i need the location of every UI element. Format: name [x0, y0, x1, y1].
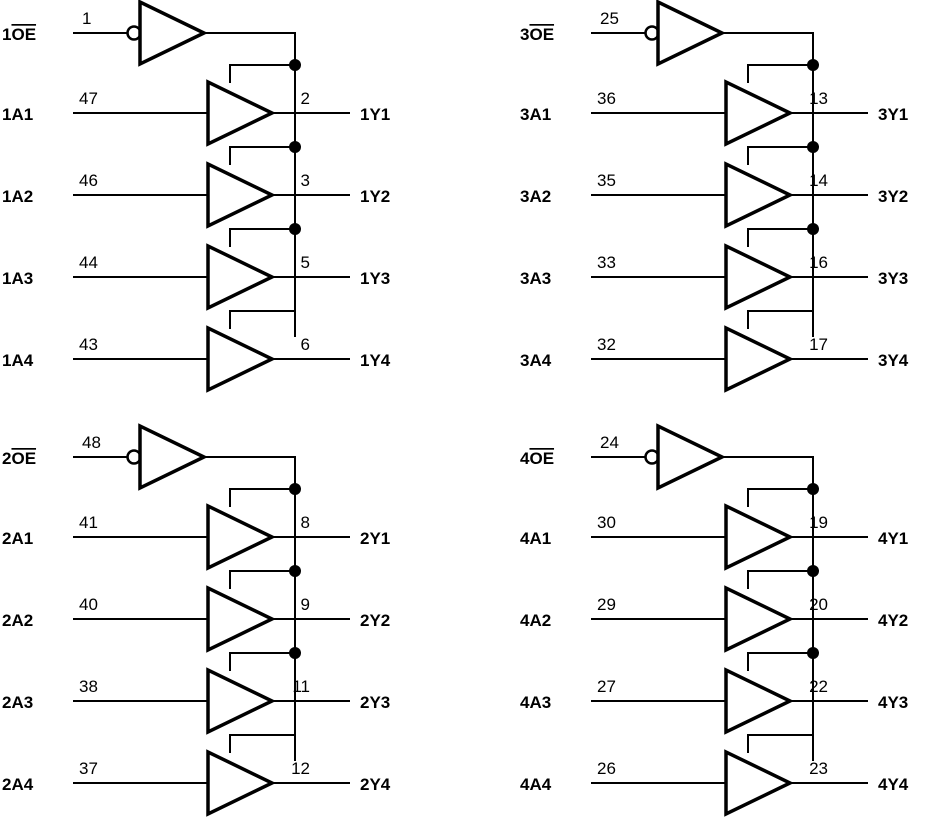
junction-dot	[289, 141, 301, 153]
buffer-gate	[726, 328, 790, 390]
pin-number: 36	[597, 89, 616, 108]
pin-number: 1	[82, 9, 92, 28]
input-label: 4A3	[520, 693, 552, 712]
pin-number: 17	[809, 335, 828, 354]
output-label: 1Y2	[360, 187, 391, 206]
pin-number: 35	[597, 171, 616, 190]
buffer-gate	[726, 506, 790, 568]
input-label: 2A4	[2, 775, 34, 794]
output-label: 3Y2	[878, 187, 909, 206]
input-label: 3A4	[520, 351, 552, 370]
buffer-group	[2, 2, 391, 390]
input-label: 1A2	[2, 187, 34, 206]
pin-number: 14	[809, 171, 828, 190]
input-label: 1A3	[2, 269, 34, 288]
output-label: 2Y2	[360, 611, 391, 630]
output-label: 2Y3	[360, 693, 391, 712]
pin-number: 30	[597, 513, 616, 532]
pin-number: 43	[79, 335, 98, 354]
pin-number: 16	[809, 253, 828, 272]
pin-number: 44	[79, 253, 98, 272]
buffer-gate	[208, 588, 272, 650]
input-label: 2A2	[2, 611, 34, 630]
output-label: 4Y2	[878, 611, 909, 630]
pin-number: 47	[79, 89, 98, 108]
output-label: 2Y4	[360, 775, 391, 794]
pin-number: 41	[79, 513, 98, 532]
junction-dot	[289, 647, 301, 659]
junction-dot	[807, 59, 819, 71]
pin-number: 27	[597, 677, 616, 696]
pin-number: 32	[597, 335, 616, 354]
pin-number: 46	[79, 171, 98, 190]
pin-number: 33	[597, 253, 616, 272]
pin-number: 5	[300, 253, 310, 272]
junction-dot	[807, 483, 819, 495]
junction-dot	[289, 223, 301, 235]
pin-number: 26	[597, 759, 616, 778]
output-enable-label: 2OE	[2, 449, 37, 468]
output-label: 1Y3	[360, 269, 391, 288]
input-label: 3A3	[520, 269, 552, 288]
input-label: 1A1	[2, 105, 34, 124]
pin-number: 19	[809, 513, 828, 532]
output-label: 3Y1	[878, 105, 909, 124]
output-label: 3Y4	[878, 351, 909, 370]
buffer-gate	[726, 246, 790, 308]
buffer-group	[520, 426, 909, 814]
pin-number: 48	[82, 433, 101, 452]
inverter-gate	[140, 426, 204, 488]
buffer-group	[2, 426, 391, 814]
pin-number: 40	[79, 595, 98, 614]
buffer-gate	[726, 82, 790, 144]
pin-number: 23	[809, 759, 828, 778]
pin-number: 22	[809, 677, 828, 696]
pin-number: 13	[809, 89, 828, 108]
buffer-gate	[726, 588, 790, 650]
buffer-gate	[726, 164, 790, 226]
input-label: 3A2	[520, 187, 552, 206]
buffer-gate	[726, 670, 790, 732]
output-enable-label: 3OE	[520, 25, 555, 44]
output-label: 1Y4	[360, 351, 391, 370]
output-label: 2Y1	[360, 529, 391, 548]
pin-number: 3	[300, 171, 310, 190]
buffer-gate	[208, 328, 272, 390]
pin-number: 12	[291, 759, 310, 778]
buffer-gate	[208, 164, 272, 226]
input-label: 4A1	[520, 529, 552, 548]
buffer-group	[520, 2, 909, 390]
input-label: 1A4	[2, 351, 34, 370]
pin-number: 6	[300, 335, 310, 354]
output-enable-label: 1OE	[2, 25, 37, 44]
buffer-gate	[208, 246, 272, 308]
pin-number: 38	[79, 677, 98, 696]
output-label: 4Y1	[878, 529, 909, 548]
pin-number: 9	[300, 595, 310, 614]
junction-dot	[807, 647, 819, 659]
output-label: 1Y1	[360, 105, 391, 124]
input-label: 2A1	[2, 529, 34, 548]
input-label: 4A4	[520, 775, 552, 794]
junction-dot	[289, 59, 301, 71]
input-label: 2A3	[2, 693, 34, 712]
buffer-gate	[208, 506, 272, 568]
pin-number: 25	[600, 9, 619, 28]
pin-number: 2	[300, 89, 310, 108]
inverter-gate	[658, 2, 722, 64]
output-label: 4Y3	[878, 693, 909, 712]
output-label: 3Y3	[878, 269, 909, 288]
output-enable-label: 4OE	[520, 449, 555, 468]
junction-dot	[807, 141, 819, 153]
buffer-gate	[208, 82, 272, 144]
inverter-gate	[140, 2, 204, 64]
pin-number: 29	[597, 595, 616, 614]
pin-number: 37	[79, 759, 98, 778]
buffer-gate	[208, 752, 272, 814]
pin-number: 24	[600, 433, 619, 452]
pin-number: 8	[300, 513, 310, 532]
junction-dot	[807, 223, 819, 235]
input-label: 3A1	[520, 105, 552, 124]
pin-number: 11	[292, 677, 310, 696]
buffer-gate	[208, 670, 272, 732]
inverter-gate	[658, 426, 722, 488]
buffer-gate	[726, 752, 790, 814]
pin-number: 20	[809, 595, 828, 614]
input-label: 4A2	[520, 611, 552, 630]
output-label: 4Y4	[878, 775, 909, 794]
junction-dot	[289, 565, 301, 577]
junction-dot	[807, 565, 819, 577]
junction-dot	[289, 483, 301, 495]
